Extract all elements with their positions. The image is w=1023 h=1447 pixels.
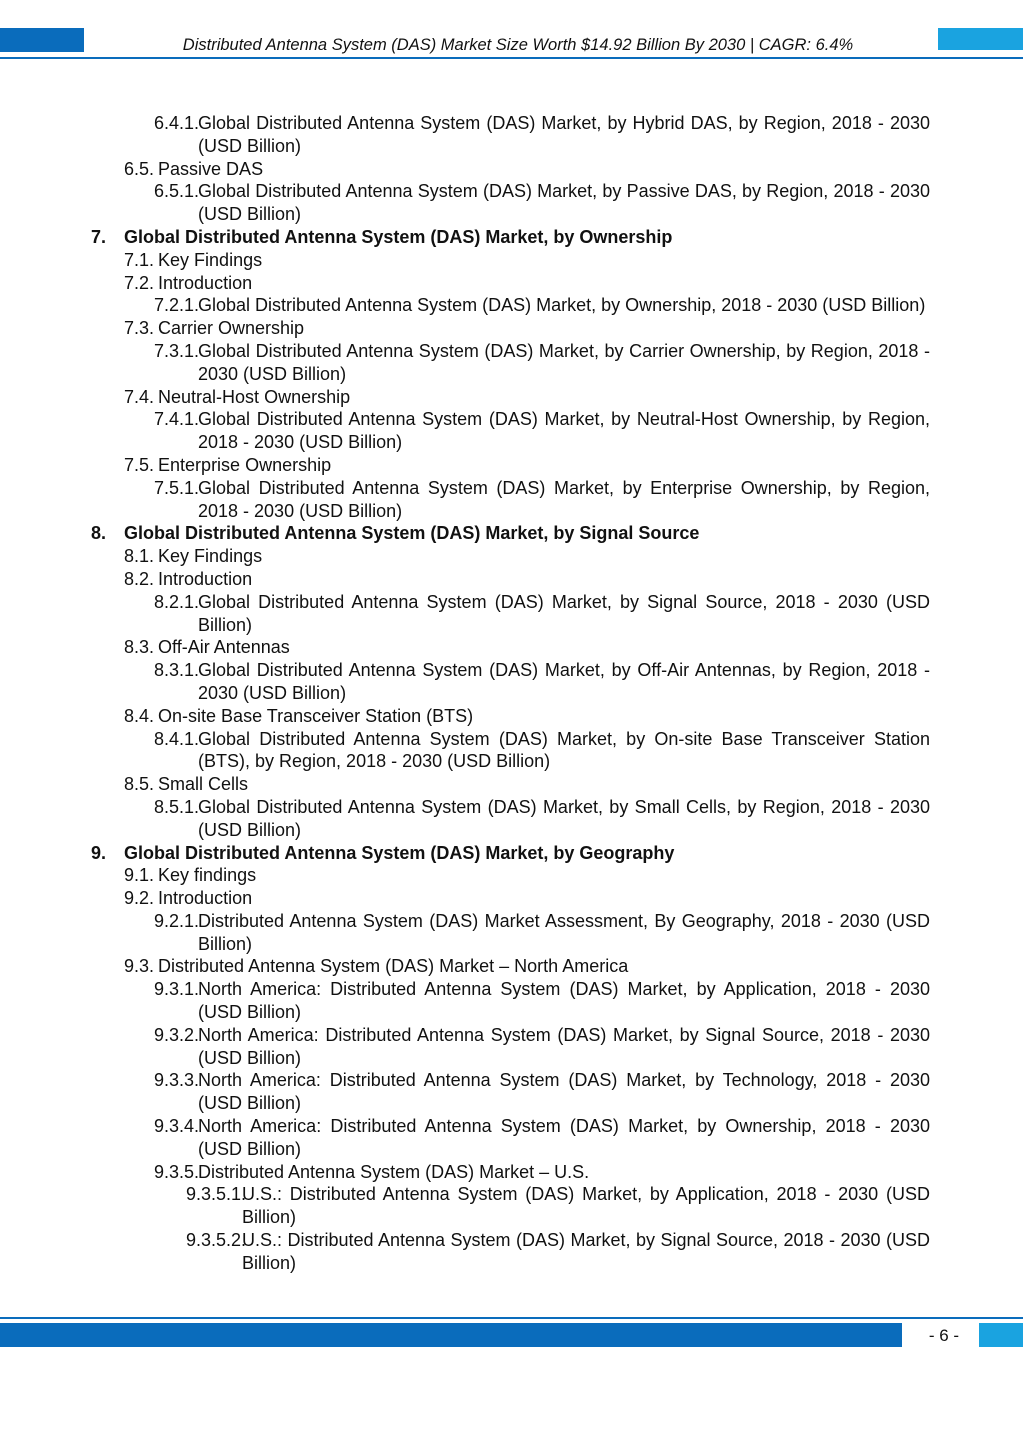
toc-entry-number: 9.3.5.1. (186, 1184, 247, 1205)
toc-entry-text: Global Distributed Antenna System (DAS) Market, by On-site Base Transceiver Station (BTS), by Region, 2018 - 2030 (USD Billion) (198, 728, 930, 772)
toc-entry (124, 454, 930, 477)
toc-entry-number: 7.2. (124, 272, 155, 293)
toc-entry-text: Global Distributed Antenna System (DAS) Market, by Ownership (124, 226, 673, 247)
toc-entry-number: 8.4. (124, 705, 155, 726)
toc-entry-text: Key Findings (158, 546, 263, 567)
toc-entry (124, 705, 930, 728)
toc-entry (154, 1069, 930, 1115)
toc-entry-number: 7.4.1. (154, 409, 200, 430)
toc-entry (91, 842, 930, 865)
toc-entry-text: Distributed Antenna System (DAS) Market Assessment, By Geography, 2018 - 2030 (USD Billion) (198, 910, 930, 954)
toc-entry-text: North America: Distributed Antenna System (DAS) Market, by Ownership, 2018 - 2030 (USD Billion) (198, 1116, 930, 1159)
toc-entry (124, 864, 930, 887)
toc-entry-text: Global Distributed Antenna System (DAS) Market, by Ownership, 2018 - 2030 (USD Billion) (198, 295, 926, 316)
toc-entry-number: 7.2.1. (154, 295, 200, 316)
toc-entry-number: 6.4.1. (154, 113, 200, 133)
toc-entry-text: Key findings (158, 865, 257, 886)
toc-entry-number: 7.5.1. (154, 477, 200, 498)
toc-entry (124, 568, 930, 591)
toc-entry-number: 8. (91, 523, 107, 544)
header-accent-block-right (938, 28, 1023, 50)
toc-entry-number: 8.5.1. (154, 796, 200, 817)
toc-entry (154, 728, 930, 774)
toc-entry-text: Carrier Ownership (158, 318, 305, 339)
toc-entry-number: 7.3.1. (154, 340, 200, 361)
toc-entry (186, 1229, 930, 1275)
toc-entry (186, 1183, 930, 1229)
toc-entry-text: Global Distributed Antenna System (DAS) Market, by Hybrid DAS, by Region, 2018 - 2030 (USD Billion) (198, 113, 930, 156)
toc-entry-number: 9.3.5.2. (186, 1230, 247, 1251)
toc-entry-number: 6.5. (124, 158, 155, 179)
toc-entry-text: Global Distributed Antenna System (DAS) Market, by Signal Source, 2018 - 2030 (USD Billion) (198, 591, 930, 635)
toc-entry-text: Global Distributed Antenna System (DAS) Market, by Carrier Ownership, by Region, 2018 - 2030 (USD Billion) (198, 340, 930, 384)
toc-entry (154, 1115, 930, 1161)
toc-entry-number: 9.1. (124, 865, 155, 886)
toc-entry-text: Global Distributed Antenna System (DAS) Market, by Neutral-Host Ownership, by Region, 2018 - 2030 (USD Billion) (198, 409, 930, 453)
toc-entry-text: Neutral-Host Ownership (158, 386, 351, 407)
page-number: - 6 - (928, 1326, 960, 1345)
toc-entry-text: Global Distributed Antenna System (DAS) Market, by Off-Air Antennas, by Region, 2018 - 2030 (USD Billion) (198, 660, 930, 703)
toc-entry (124, 272, 930, 295)
toc-entry (124, 955, 930, 978)
header-accent-block-left (0, 28, 84, 52)
toc-entry (154, 180, 930, 226)
toc-entry-number: 8.2.1. (154, 591, 200, 612)
toc-entry (154, 112, 930, 158)
toc-entry (154, 978, 930, 1024)
toc-entry-number: 9. (91, 842, 107, 863)
toc-entry (154, 477, 930, 523)
toc-entry-number: 8.3.1. (154, 660, 200, 681)
toc-entry-number: 9.2.1. (154, 910, 200, 931)
toc-entry-number: 9.3.3. (154, 1070, 200, 1091)
toc-entry-number: 9.3.2. (154, 1024, 200, 1045)
header-rule (0, 57, 1023, 59)
toc-entry-text: Global Distributed Antenna System (DAS) Market, by Geography (124, 842, 675, 863)
footer-rule (0, 1317, 1023, 1319)
toc-entry-number: 7.5. (124, 454, 155, 475)
toc-entry-text: Enterprise Ownership (158, 454, 332, 475)
footer-accent-bar (0, 1323, 902, 1347)
toc-entry (124, 158, 930, 181)
toc-entry (124, 887, 930, 910)
toc-entry-text: U.S.: Distributed Antenna System (DAS) Market, by Signal Source, 2018 - 2030 (USD Billion) (242, 1230, 930, 1273)
toc-entry-text: Global Distributed Antenna System (DAS) Market, by Signal Source (124, 523, 700, 544)
toc-entry-number: 9.3. (124, 956, 155, 977)
toc-entry (154, 294, 930, 317)
toc-entry (124, 317, 930, 340)
toc-entry (154, 1024, 930, 1070)
toc-entry-number: 9.3.5. (154, 1161, 200, 1182)
toc-entry-text: Distributed Antenna System (DAS) Market – U.S. (198, 1161, 590, 1182)
toc-entry-text: Small Cells (158, 774, 249, 795)
toc-entry-number: 7.4. (124, 386, 155, 407)
toc-entry (154, 340, 930, 386)
toc-entry-text: Passive DAS (158, 158, 264, 179)
toc-entry-text: Introduction (158, 888, 253, 909)
toc-entry (154, 910, 930, 956)
toc-entry-number: 8.1. (124, 546, 155, 567)
toc-entry-text: Key Findings (158, 249, 263, 270)
toc-entry-text: Distributed Antenna System (DAS) Market – North America (158, 956, 629, 977)
toc-entry-text: Global Distributed Antenna System (DAS) Market, by Small Cells, by Region, 2018 - 2030 (USD Billion) (198, 796, 930, 840)
toc-entry-text: Introduction (158, 272, 253, 293)
header-title: Distributed Antenna System (DAS) Market Size Worth $14.92 Billion By 2030 | CAGR: 6.4% (182, 36, 854, 54)
toc-entry (124, 249, 930, 272)
toc-entry-number: 7. (91, 226, 107, 247)
toc-entry (154, 1161, 930, 1184)
footer-accent-block-right (979, 1323, 1023, 1347)
table-of-contents (0, 112, 1023, 1275)
toc-entry-number: 8.5. (124, 774, 155, 795)
toc-entry-text: Introduction (158, 568, 253, 589)
toc-entry-text: Global Distributed Antenna System (DAS) Market, by Enterprise Ownership, by Region, 2018 - 2030 (USD Billion) (198, 477, 930, 521)
toc-entry-number: 9.3.4. (154, 1116, 200, 1137)
toc-entry-text: On-site Base Transceiver Station (BTS) (158, 705, 474, 726)
toc-entry (124, 386, 930, 409)
toc-entry-number: 7.1. (124, 249, 155, 270)
toc-entry-number: 9.2. (124, 888, 155, 909)
toc-entry (154, 659, 930, 705)
toc-entry (124, 773, 930, 796)
toc-entry-text: Global Distributed Antenna System (DAS) Market, by Passive DAS, by Region, 2018 - 2030 (USD Billion) (198, 181, 930, 225)
toc-entry (154, 408, 930, 454)
toc-entry-number: 7.3. (124, 318, 155, 339)
toc-entry (154, 591, 930, 637)
toc-entry-text: North America: Distributed Antenna System (DAS) Market, by Technology, 2018 - 2030 (USD Billion) (198, 1070, 930, 1114)
toc-entry (154, 796, 930, 842)
toc-entry-text: North America: Distributed Antenna System (DAS) Market, by Signal Source, 2018 - 2030 (USD Billion) (198, 1024, 930, 1068)
toc-entry-number: 6.5.1. (154, 181, 200, 202)
toc-entry (124, 545, 930, 568)
toc-entry-number: 8.4.1. (154, 728, 200, 749)
toc-entry-number: 8.3. (124, 637, 155, 658)
toc-entry-text: North America: Distributed Antenna System (DAS) Market, by Application, 2018 - 2030 (USD Billion) (198, 979, 930, 1023)
toc-entry-text: Off-Air Antennas (158, 637, 290, 658)
toc-entry-number: 9.3.1. (154, 979, 200, 1000)
toc-entry (124, 636, 930, 659)
toc-entry (91, 522, 930, 545)
toc-entry (91, 226, 930, 249)
toc-entry-text: U.S.: Distributed Antenna System (DAS) Market, by Application, 2018 - 2030 (USD Billion) (242, 1184, 930, 1228)
toc-entry-number: 8.2. (124, 568, 155, 589)
